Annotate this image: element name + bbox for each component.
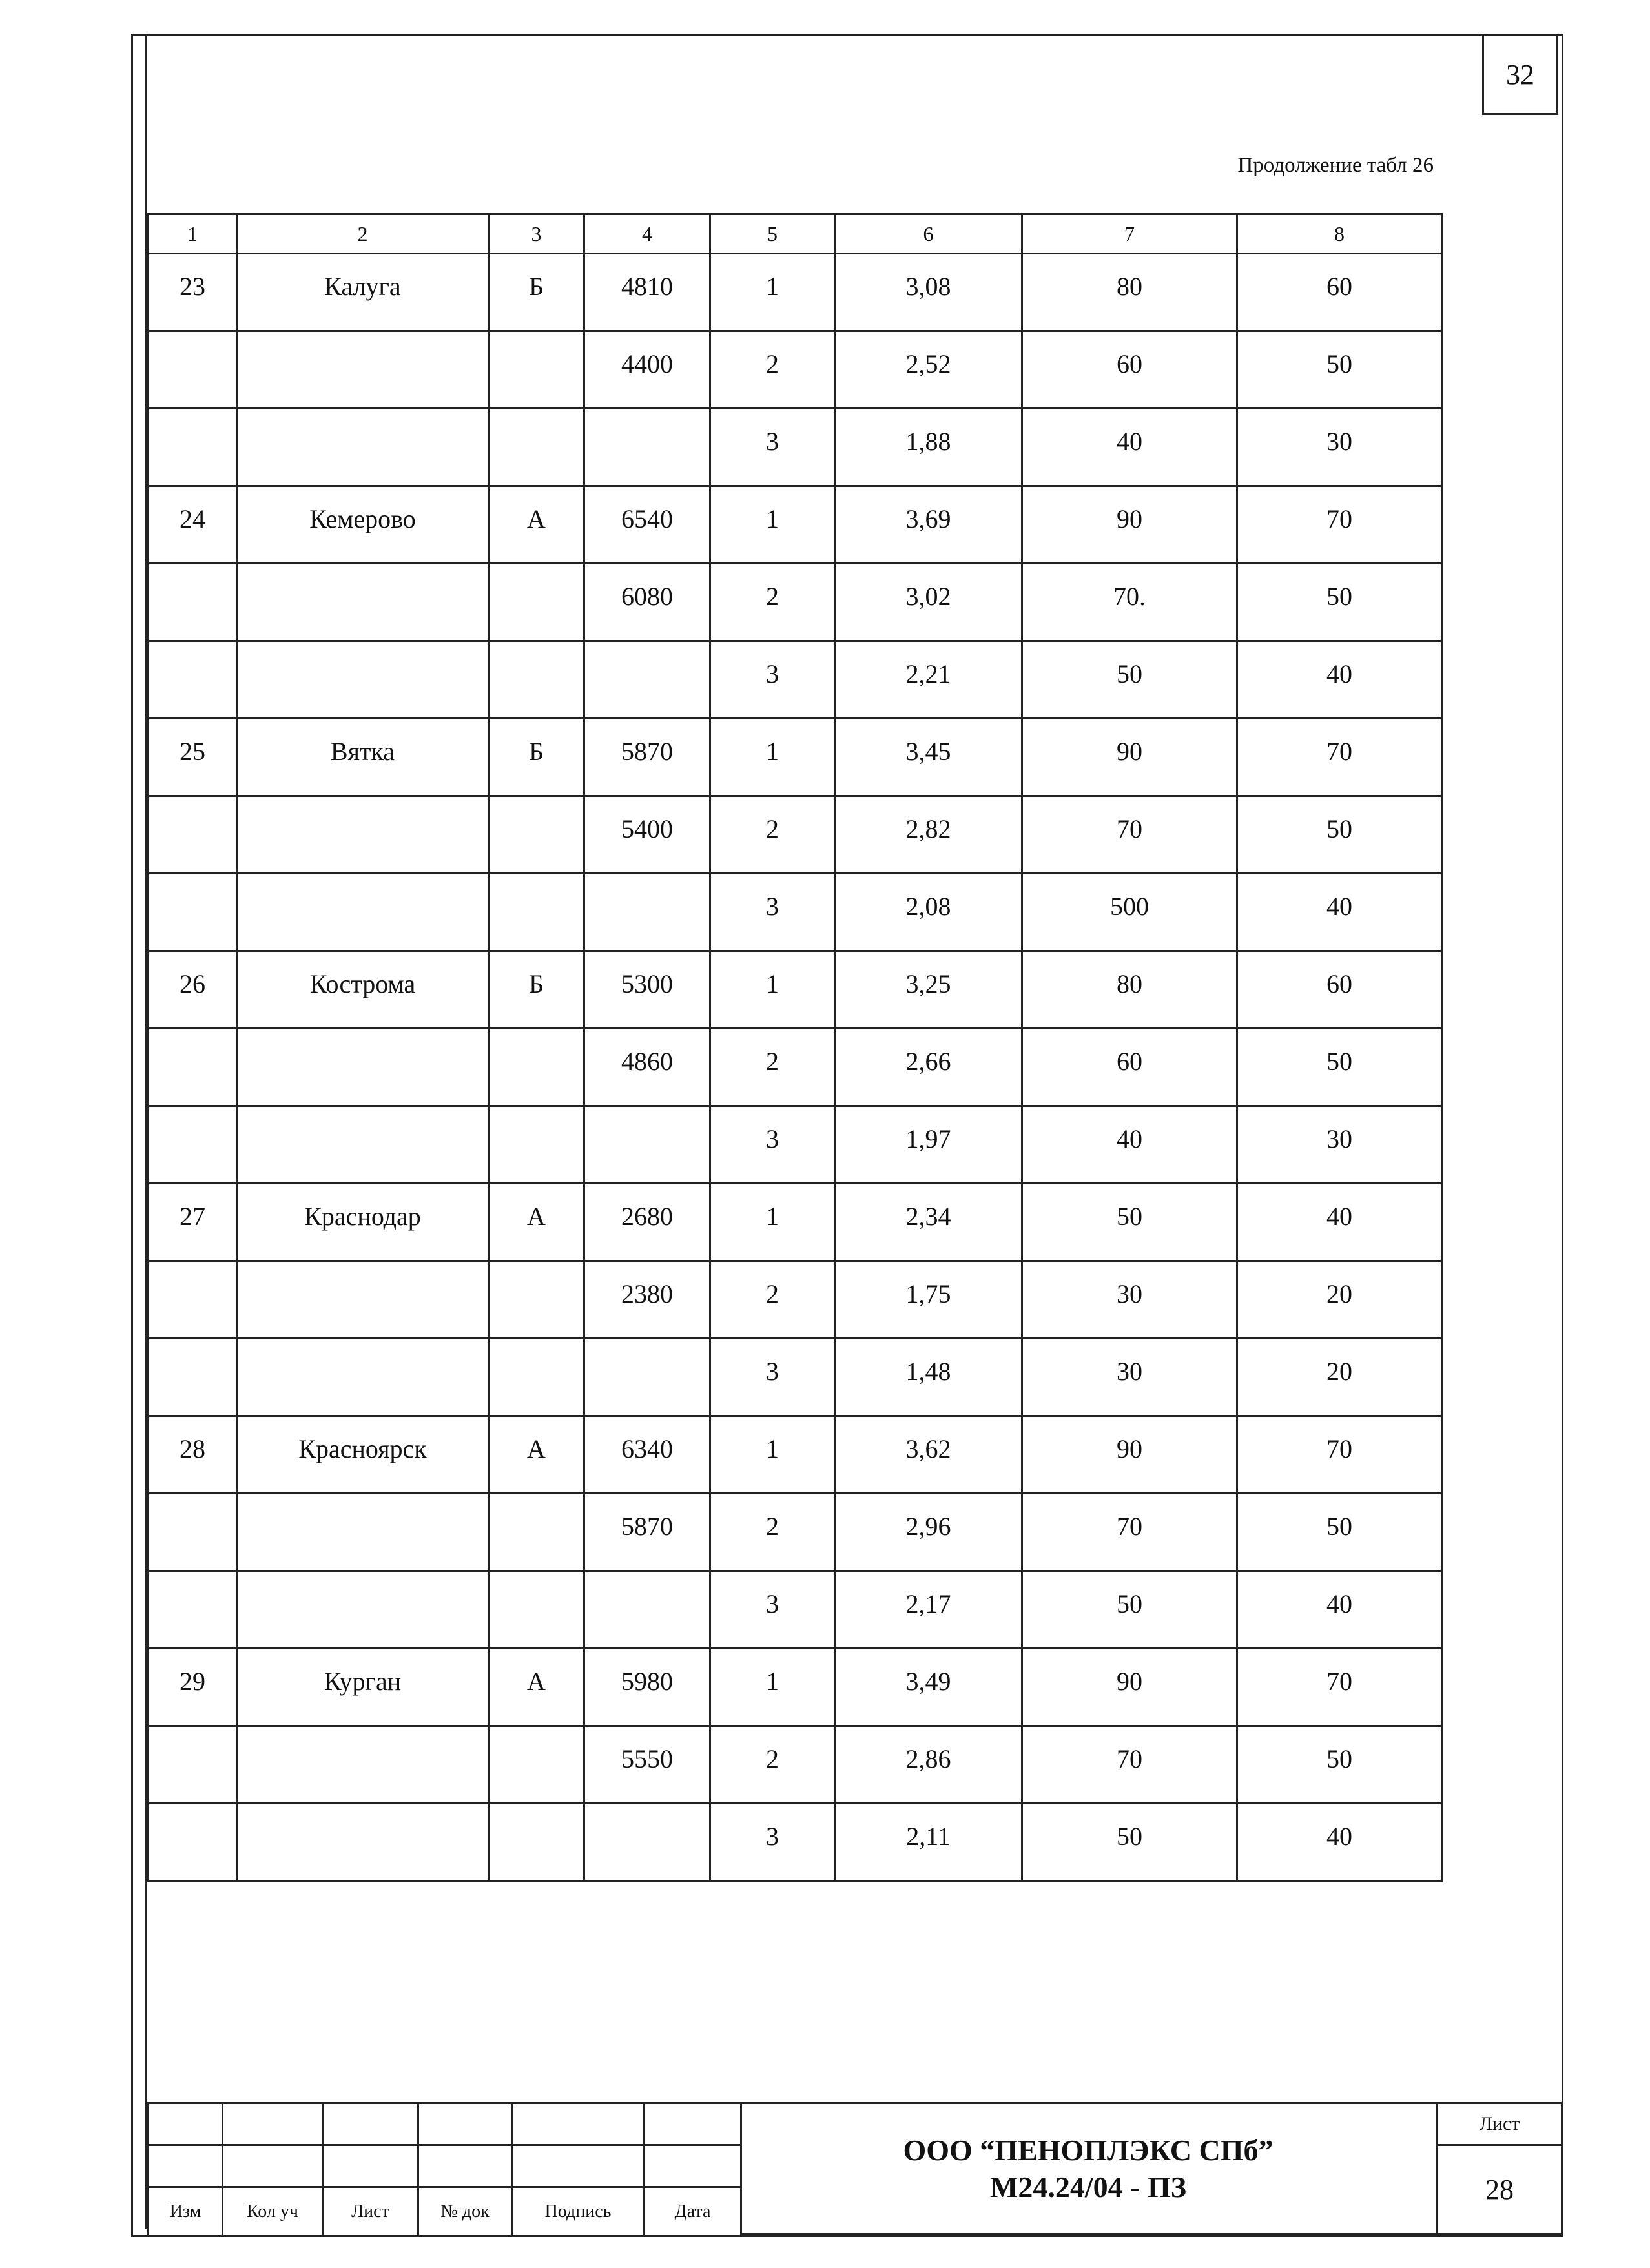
company-name: ООО “ПЕНОПЛЭКС СПб” [903,2133,1274,2167]
table-cell: Б [489,951,584,1029]
table-cell [489,1339,584,1416]
table-row [149,1261,1442,1339]
table-cell: 60 [1237,951,1442,1029]
page-number: 32 [1482,34,1558,115]
column-header: 6 [835,214,1022,254]
stamp-header-cell: Кол уч [223,2187,323,2236]
table-cell: 1 [710,1184,835,1261]
table-cell: 30 [1237,409,1442,486]
table-cell: 3,25 [835,951,1022,1029]
table-cell [584,1804,710,1881]
table-cell: 3 [710,1571,835,1649]
table-cell: 80 [1022,951,1237,1029]
table-cell: Б [489,254,584,331]
table-cell: Курган [237,1649,489,1726]
table-cell: 50 [1022,1804,1237,1881]
table-cell: 50 [1237,331,1442,409]
table-cell [149,1726,237,1804]
table-cell: 50 [1022,1184,1237,1261]
table-cell: 5550 [584,1726,710,1804]
stamp-header-row [149,2187,741,2236]
sheet-label: Лист [1438,2104,1561,2146]
table-cell: 2,86 [835,1726,1022,1804]
table-cell: 4810 [584,254,710,331]
table-cell: 3,45 [835,719,1022,796]
table-cell [489,409,584,486]
table-row [149,409,1442,486]
table-cell: 6080 [584,564,710,641]
table-cell [237,409,489,486]
table-row [149,1416,1442,1494]
column-header: 8 [1237,214,1442,254]
table-cell [237,1571,489,1649]
table-cell: 2,96 [835,1494,1022,1571]
table-cell: Б [489,719,584,796]
table-cell: 3,62 [835,1416,1022,1494]
table-cell [149,641,237,719]
table-cell [489,796,584,874]
table-cell [149,1571,237,1649]
table-cell: 2,82 [835,796,1022,874]
stamp-header-cell: Изм [149,2187,223,2236]
table-cell: Краснодар [237,1184,489,1261]
table-cell: 28 [149,1416,237,1494]
table-cell: 50 [1022,641,1237,719]
table-cell: 70 [1237,1416,1442,1494]
table-header-row [149,214,1442,254]
column-header: 2 [237,214,489,254]
table-cell: 3 [710,641,835,719]
sheet-number: 28 [1485,2174,1514,2205]
table-cell: 40 [1237,874,1442,951]
table-row [149,1494,1442,1571]
table-cell: 2 [710,1726,835,1804]
table-cell: 2680 [584,1184,710,1261]
table-cell: 70 [1022,1494,1237,1571]
table-cell: Вятка [237,719,489,796]
table-cell: Кемерово [237,486,489,564]
table-cell [489,641,584,719]
table-cell: Калуга [237,254,489,331]
column-header: 1 [149,214,237,254]
table-cell: 40 [1022,409,1237,486]
table-cell: 3 [710,1804,835,1881]
table-row [149,1106,1442,1184]
table-cell [489,1571,584,1649]
table-cell [584,874,710,951]
table-cell: 5870 [584,719,710,796]
table-cell: А [489,1416,584,1494]
table-cell: 2380 [584,1261,710,1339]
table-cell: 3,69 [835,486,1022,564]
table-cell: 70 [1237,1649,1442,1726]
table-cell [237,796,489,874]
table-cell [489,1029,584,1106]
table-cell [237,1261,489,1339]
table-cell: 90 [1022,486,1237,564]
table-cell: 2,17 [835,1571,1022,1649]
data-table [147,213,1443,1882]
table-cell: 1 [710,1649,835,1726]
table-cell: 70 [1022,1726,1237,1804]
table-cell: 50 [1237,1029,1442,1106]
table-cell: 40 [1237,1571,1442,1649]
company-cell [740,2102,1438,2235]
table-cell [584,1571,710,1649]
table-cell: А [489,486,584,564]
table-cell: 40 [1237,1184,1442,1261]
table-cell: 26 [149,951,237,1029]
table-cell: 60 [1237,254,1442,331]
stamp-header-cell: Лист [323,2187,418,2236]
table-cell [489,331,584,409]
sheet-cell [1436,2102,1563,2235]
table-cell: 4860 [584,1029,710,1106]
table-cell: 50 [1022,1571,1237,1649]
table-row [149,1184,1442,1261]
table-cell: 3 [710,409,835,486]
table-cell [489,1106,584,1184]
table-cell: 3,02 [835,564,1022,641]
table-cell: 6340 [584,1416,710,1494]
table-cell [237,1029,489,1106]
table-cell: 3 [710,1339,835,1416]
table-cell [237,1106,489,1184]
table-cell: 3 [710,874,835,951]
table-cell: 50 [1237,1726,1442,1804]
table-cell: 40 [1022,1106,1237,1184]
table-cell: 1 [710,1416,835,1494]
table-cell: 1,88 [835,409,1022,486]
table-cell [584,409,710,486]
table-cell [489,1804,584,1881]
table-cell [584,1106,710,1184]
table-cell [237,1494,489,1571]
table-cell [149,1494,237,1571]
table-cell: 4400 [584,331,710,409]
table-cell: 90 [1022,719,1237,796]
stamp-header-cell: Дата [645,2187,741,2236]
table-cell: 50 [1237,1494,1442,1571]
table-cell: 1,48 [835,1339,1022,1416]
table-cell: 2,11 [835,1804,1022,1881]
table-cell: 1,75 [835,1261,1022,1339]
table-cell: 40 [1237,641,1442,719]
table-cell [489,1261,584,1339]
table-row [149,1029,1442,1106]
table-cell: 90 [1022,1649,1237,1726]
table-cell [237,874,489,951]
table-cell: 60 [1022,1029,1237,1106]
column-header: 4 [584,214,710,254]
table-cell: 30 [1022,1339,1237,1416]
table-cell: 90 [1022,1416,1237,1494]
table-cell: 2,52 [835,331,1022,409]
table-cell [149,1106,237,1184]
table-cell [237,1804,489,1881]
table-cell: 24 [149,486,237,564]
table-cell [489,564,584,641]
table-row [149,1804,1442,1881]
table-row [149,564,1442,641]
table-cell: 2,21 [835,641,1022,719]
table-cell: Красноярск [237,1416,489,1494]
table-row [149,331,1442,409]
table-cell: 30 [1237,1106,1442,1184]
table-cell: 60 [1022,331,1237,409]
table-row [149,1726,1442,1804]
table-row [149,486,1442,564]
table-continuation-caption: Продолжение табл 26 [1237,154,1434,177]
table-cell: 5980 [584,1649,710,1726]
table-cell: 5400 [584,796,710,874]
table-cell [149,796,237,874]
table-cell: 23 [149,254,237,331]
revision-stamp [147,2102,742,2237]
table-cell [149,1339,237,1416]
table-cell: 2 [710,796,835,874]
table-cell: Кострома [237,951,489,1029]
table-cell: 500 [1022,874,1237,951]
table-cell [149,874,237,951]
table-cell [237,564,489,641]
column-header: 7 [1022,214,1237,254]
table-cell: 2,34 [835,1184,1022,1261]
table-cell: 2 [710,1494,835,1571]
table-cell: 1 [710,719,835,796]
table-cell: 29 [149,1649,237,1726]
table-row [149,719,1442,796]
table-cell [489,1726,584,1804]
table-cell: 1 [710,486,835,564]
table-cell [149,331,237,409]
table-cell: 30 [1022,1261,1237,1339]
table-row [149,254,1442,331]
column-header: 3 [489,214,584,254]
table-cell [149,1029,237,1106]
table-cell [584,1339,710,1416]
table-cell: А [489,1184,584,1261]
table-cell: 70 [1237,486,1442,564]
table-cell [237,1339,489,1416]
table-cell: 3,08 [835,254,1022,331]
table-cell [149,1261,237,1339]
table-cell: 80 [1022,254,1237,331]
table-row [149,1649,1442,1726]
table-cell [237,331,489,409]
table-cell: 20 [1237,1339,1442,1416]
table-cell: 1 [710,254,835,331]
table-cell: 1,97 [835,1106,1022,1184]
table-row [149,1339,1442,1416]
table-cell: 70 [1022,796,1237,874]
table-row [149,1571,1442,1649]
table-body [149,254,1442,1881]
table-cell: 5870 [584,1494,710,1571]
table-cell: 6540 [584,486,710,564]
table-cell: 2 [710,1029,835,1106]
table-cell: 2,08 [835,874,1022,951]
table-cell [584,641,710,719]
table-cell [237,1726,489,1804]
table-cell: 2,66 [835,1029,1022,1106]
table-row [149,796,1442,874]
table-row [149,874,1442,951]
table-cell: 3,49 [835,1649,1022,1726]
table-row [149,951,1442,1029]
table-cell: А [489,1649,584,1726]
table-cell: 20 [1237,1261,1442,1339]
column-header: 5 [710,214,835,254]
table-cell [149,564,237,641]
table-cell [489,1494,584,1571]
table-cell [489,874,584,951]
table-cell [149,1804,237,1881]
table-cell: 27 [149,1184,237,1261]
table-cell: 50 [1237,796,1442,874]
table-cell: 2 [710,564,835,641]
title-block [147,2102,1559,2233]
stamp-header-cell: № док [418,2187,512,2236]
table-cell: 1 [710,951,835,1029]
table-cell: 2 [710,331,835,409]
table-cell: 3 [710,1106,835,1184]
table-cell [149,409,237,486]
table-cell: 50 [1237,564,1442,641]
table-cell [237,641,489,719]
table-cell: 70. [1022,564,1237,641]
table-cell: 40 [1237,1804,1442,1881]
document-code: М24.24/04 - ПЗ [989,2170,1187,2203]
stamp-header-cell: Подпись [512,2187,645,2236]
table-cell: 2 [710,1261,835,1339]
table-cell: 25 [149,719,237,796]
table-cell: 5300 [584,951,710,1029]
table-row [149,641,1442,719]
table-cell: 70 [1237,719,1442,796]
